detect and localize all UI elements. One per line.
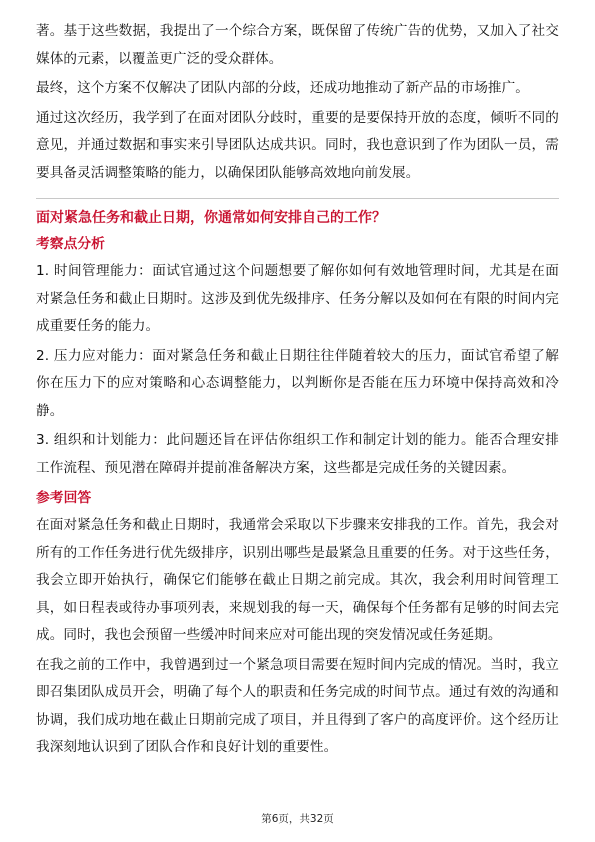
question-title: 面对紧急任务和截止日期，你通常如何安排自己的工作？ bbox=[36, 210, 386, 226]
page-number: 第6页，共32页 bbox=[261, 813, 334, 825]
analysis-heading: 考察点分析 bbox=[36, 236, 105, 252]
section-divider bbox=[36, 198, 559, 199]
body-paragraph: 通过这次经历，我学到了在面对团队分歧时，重要的是要保持开放的态度，倾听不同的意见，并通过数据和事实来引导团队达成共识。同时，我也意识到了作为团队一员，需要具备灵活调整策略的能力，以确保团队能够高效地向前发展。 bbox=[36, 109, 559, 181]
analysis-item: 3. 组织和计划能力：此问题还旨在评估你组织工作和制定计划的能力。能否合理安排工作流程、预见潜在障碍并提前准备解决方案，这些都是完成任务的关键因素。 bbox=[36, 432, 559, 476]
answer-paragraph: 在我之前的工作中，我曾遇到过一个紧急项目需要在短时间内完成的情况。当时，我立即召集团队成员开会，明确了每个人的职责和任务完成的时间节点。通过有效的沟通和协调，我们成功地在截止日期前完成了项目，并且得到了客户的高度评价。这个经历让我深刻地认识到了团队合作和良好计划的重要性。 bbox=[36, 656, 559, 755]
answer-heading: 参考回答 bbox=[36, 490, 92, 506]
analysis-item: 1. 时间管理能力：面试官通过这个问题想要了解你如何有效地管理时间，尤其是在面对紧急任务和截止日期时。这涉及到优先级排序、任务分解以及如何在有限的时间内完成重要任务的能力。 bbox=[36, 263, 559, 334]
body-paragraph: 著。基于这些数据，我提出了一个综合方案，既保留了传统广告的优势，又加入了社交媒体的元素，以覆盖更广泛的受众群体。 bbox=[36, 23, 559, 67]
analysis-item: 2. 压力应对能力：面对紧急任务和截止日期往往伴随着较大的压力，面试官希望了解你在压力下的应对策略和心态调整能力，以判断你是否能在压力环境中保持高效和冷静。 bbox=[36, 347, 559, 419]
answer-paragraph: 在面对紧急任务和截止日期时，我通常会采取以下步骤来安排我的工作。首先，我会对所有的工作任务进行优先级排序，识别出哪些是最紧急且重要的任务。对于这些任务，我会立即开始执行，确保它们能够在截止日期之前完成。其次，我会利用时间管理工具，如日程表或待办事项列表，来规划我的每一天，确保每个任务都有足够的时间去完成。同时，我也会预留一些缓冲时间来应对可能出现的突发情况或任务延期。 bbox=[36, 517, 559, 643]
body-paragraph: 最终，这个方案不仅解决了团队内部的分歧，还成功地推动了新产品的市场推广。 bbox=[36, 80, 529, 96]
page-content bbox=[36, 18, 559, 764]
